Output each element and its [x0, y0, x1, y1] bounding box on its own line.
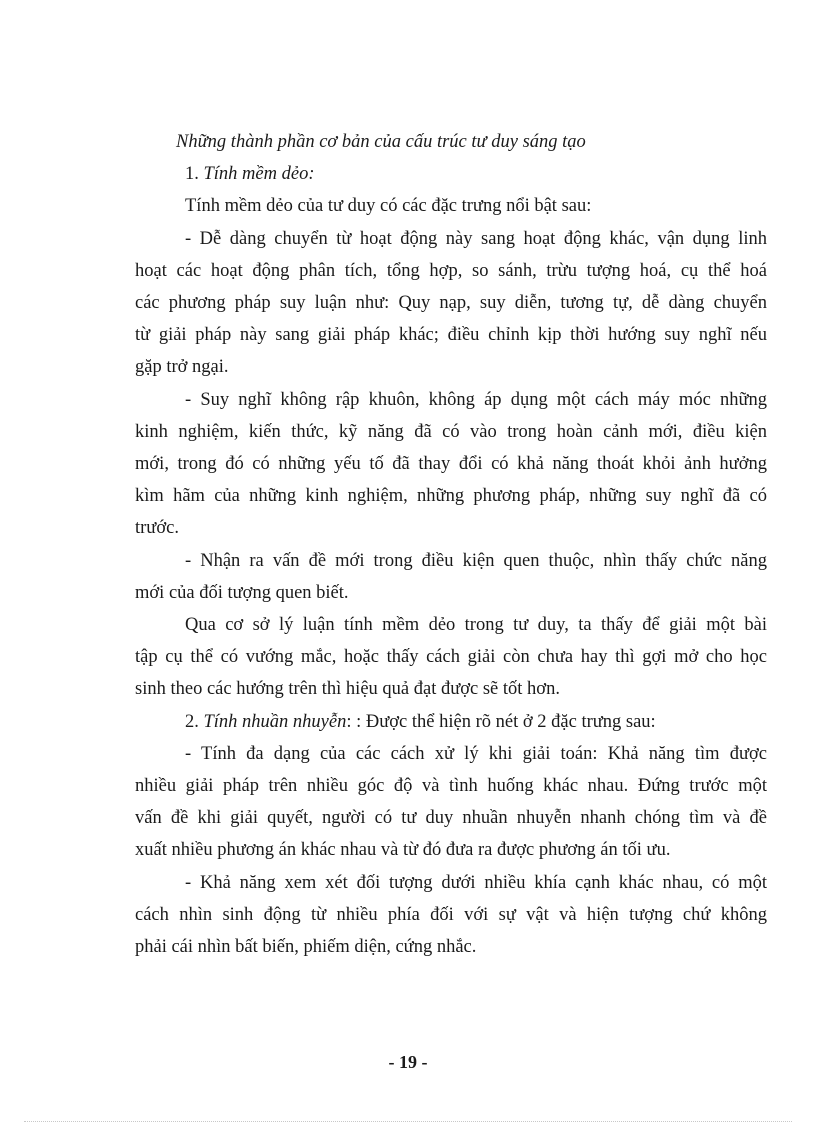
line: cách nhìn sinh động từ nhiều phía đối với sự vật và hiện tượng chứ không: [135, 904, 767, 925]
section-2-number: 2.: [185, 711, 204, 732]
section-1-name: Tính mềm dẻo:: [203, 164, 315, 185]
section-2-bullet-2: [135, 867, 767, 931]
line: - Khả năng xem xét đối tượng dưới nhiều khía cạnh khác nhau, có một: [185, 872, 767, 893]
section-1-paragraph: [135, 609, 767, 673]
section-2-bullet-2-end: phải cái nhìn bất biến, phiếm diện, cứng nhắc.: [135, 937, 477, 958]
section-2-title: [135, 706, 767, 738]
line: - Dễ dàng chuyển từ hoạt động này sang hoạt động khác, vận dụng linh: [185, 228, 767, 249]
line: mới, trong đó có những yếu tố đã thay đổi có khả năng thoát khỏi ảnh hưởng: [135, 454, 767, 475]
page-body: [135, 126, 767, 963]
section-2-subtitle: : : Được thể hiện rõ nét ở 2 đặc trưng sau:: [346, 711, 656, 732]
line: nhiều giải pháp trên nhiều góc độ và tình huống khác nhau. Đứng trước một: [135, 776, 767, 797]
section-1-title: [135, 158, 767, 190]
section-2-bullet-1: [135, 738, 767, 835]
line: tập cụ thể có vướng mắc, hoặc thấy cách giải còn chưa hay thì gợi mở cho học: [135, 647, 767, 668]
line: kìm hãm của những kinh nghiệm, những phương pháp, những suy nghĩ đã có: [135, 486, 767, 507]
line: từ giải pháp này sang giải pháp khác; điều chỉnh kịp thời hướng suy nghĩ nếu: [135, 325, 767, 346]
line: Qua cơ sở lý luận tính mềm dẻo trong tư duy, ta thấy để giải một bài: [185, 615, 767, 636]
section-2-name: Tính nhuần nhuyễn: [203, 711, 347, 732]
line: - Suy nghĩ không rập khuôn, không áp dụng một cách máy móc những: [185, 389, 767, 410]
line: hoạt các hoạt động phân tích, tổng hợp, so sánh, trừu tượng hoá, cụ thể hoá: [135, 260, 767, 281]
section-1-bullet-2: [135, 384, 767, 513]
line: các phương pháp suy luận như: Quy nạp, suy diễn, tương tự, dễ dàng chuyển: [135, 293, 767, 314]
page-number: - 19 -: [388, 1052, 428, 1072]
section-1-intro: Tính mềm dẻo của tư duy có các đặc trưng nổi bật sau:: [185, 196, 592, 217]
line: - Tính đa dạng của các cách xử lý khi giải toán: Khả năng tìm được: [185, 743, 767, 764]
section-1-number: 1.: [185, 164, 204, 185]
section-1-bullet-1: [135, 223, 767, 352]
section-1-paragraph-end: sinh theo các hướng trên thì hiệu quả đạt được sẽ tốt hơn.: [135, 679, 560, 700]
section-1-bullet-2-end: trước.: [135, 518, 179, 539]
section-1-bullet-3: [135, 545, 767, 577]
footer-divider: [24, 1121, 792, 1122]
section-heading: Những thành phần cơ bản của cấu trúc tư duy sáng tạo: [176, 132, 586, 152]
line: vấn đề khi giải quyết, người có tư duy nhuần nhuyễn nhanh chóng tìm và đề: [135, 808, 767, 829]
section-1-bullet-1-end: gặp trở ngại.: [135, 357, 229, 378]
section-2-bullet-1-end: xuất nhiều phương án khác nhau và từ đó đưa ra được phương án tối ưu.: [135, 840, 671, 861]
line: - Nhận ra vấn đề mới trong điều kiện quen thuộc, nhìn thấy chức năng: [185, 550, 767, 571]
section-1-bullet-3-end: mới của đối tượng quen biết.: [135, 582, 349, 603]
line: kinh nghiệm, kiến thức, kỹ năng đã có vào trong hoàn cảnh mới, điều kiện: [135, 421, 767, 442]
